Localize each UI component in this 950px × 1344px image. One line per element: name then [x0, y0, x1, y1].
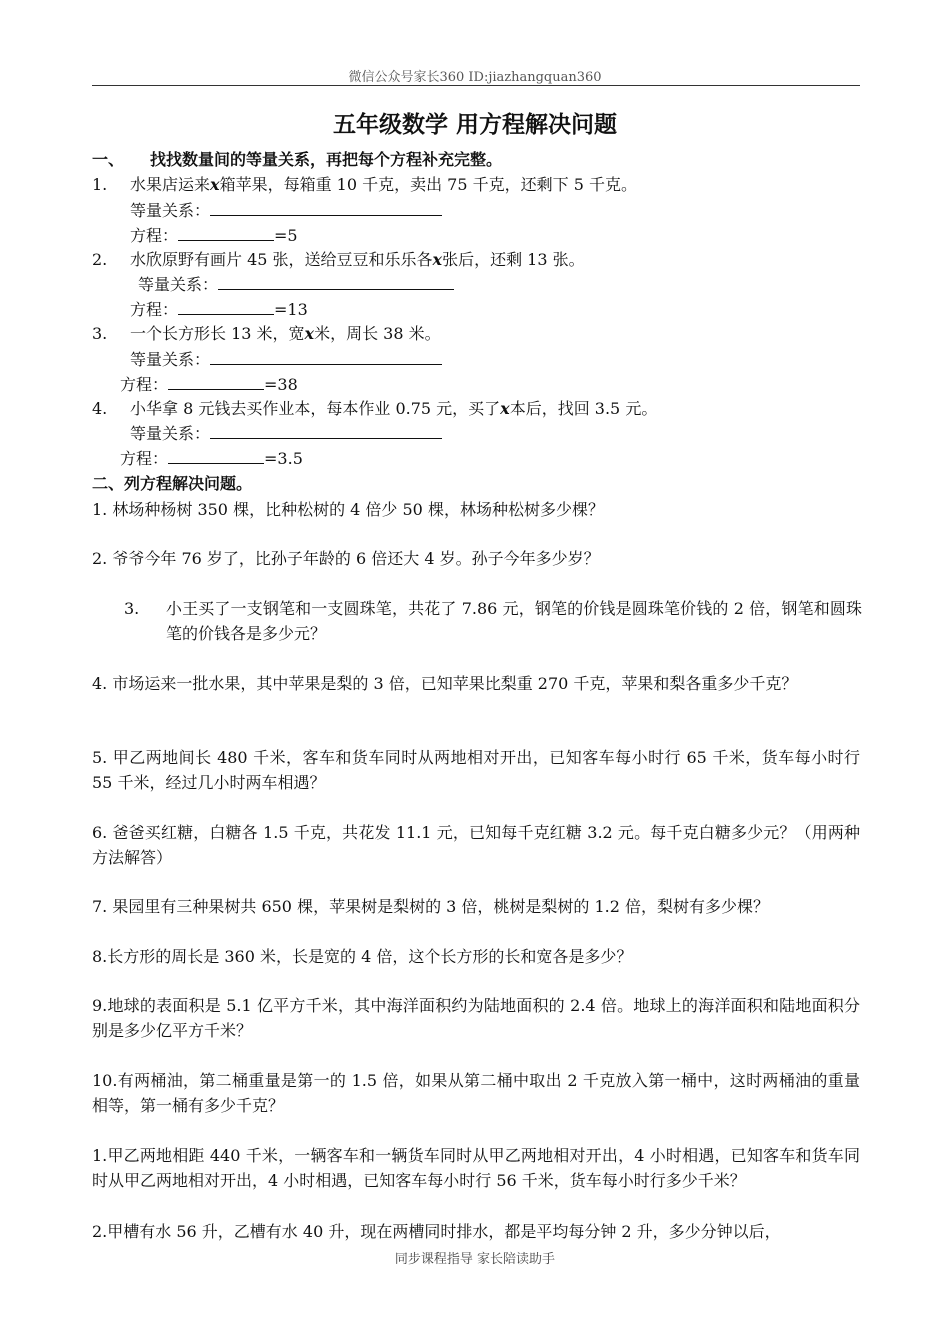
equality-label: 等量关系：	[130, 424, 211, 443]
item-number: 4.	[92, 399, 108, 418]
equality-blank[interactable]	[210, 422, 442, 439]
equality-line-2	[138, 273, 454, 297]
variable-x: x	[432, 250, 443, 269]
section1-heading-text: 找找数量间的等量关系，再把每个方程补充完整。	[150, 150, 503, 169]
section1-item-4	[92, 397, 657, 421]
equation-blank[interactable]	[168, 447, 264, 464]
extra-problem-2: 2.甲槽有水 56 升，乙槽有水 40 升，现在两槽同时排水，都是平均每分钟 2 升，多少分钟以后，	[92, 1222, 781, 1241]
item-text: 张后，还剩 13 张。	[442, 250, 585, 269]
problem-3	[124, 596, 862, 646]
problem-2: 2. 爷爷今年 76 岁了，比孙子年龄的 6 倍还大 4 岁。孙子今年多少岁？	[92, 549, 600, 568]
variable-x: x	[210, 175, 220, 194]
equation-label: 方程：	[120, 449, 169, 468]
problem-5: 5. 甲乙两地间长 480 千米，客车和货车同时从两地相对开出，已知客车每小时行 65 千米，货车每小时行 55 千米，经过几小时两车相遇？	[92, 748, 860, 792]
equation-rhs: =3.5	[264, 449, 303, 468]
section1-heading-num: 一、	[92, 150, 125, 169]
section1-item-1	[92, 173, 637, 197]
equation-line-2	[130, 298, 308, 322]
problem-6: 6. 爸爸买红糖，白糖各 1.5 千克，共花发 11.1 元，已知每千克红糖 3.2 元。每千克白糖多少元？（用两种方法解答）	[92, 823, 860, 867]
problem-3-text: 小王买了一支钢笔和一支圆珠笔，共花了 7.86 元，钢笔的价钱是圆珠笔价钱的 2 倍，钢笔和圆珠笔的价钱各是多少元？	[166, 599, 862, 643]
equation-rhs: =38	[264, 375, 298, 394]
equation-line-4	[120, 447, 303, 471]
section1-item-3	[92, 322, 441, 346]
problem-8: 8.长方形的周长是 360 米，长是宽的 4 倍，这个长方形的长和宽各是多少？	[92, 947, 633, 966]
problem-3-num: 3.	[124, 599, 140, 618]
item-text: 水果店运来	[130, 175, 211, 194]
equation-label: 方程：	[120, 375, 169, 394]
item-text: 本后，找回 3.5 元。	[509, 399, 658, 418]
section2-heading: 二、列方程解决问题。	[92, 474, 253, 493]
item-text: 小华拿 8 元钱去买作业本，每本作业 0.75 元，买了	[130, 399, 501, 418]
equation-label: 方程：	[130, 226, 179, 245]
extra-problem-1: 1.甲乙两地相距 440 千米，一辆客车和一辆货车同时从甲乙两地相对开出，4 小时相遇，已知客车和货车同时从甲乙两地相对开出，4 小时相遇，已知客车每小时行 56 千米，货车每小时行多少千米？	[92, 1146, 860, 1190]
page-footer: 同步课程指导 家长陪读助手	[394, 1252, 556, 1267]
equation-rhs: =13	[274, 300, 308, 319]
problem-10: 10.有两桶油，第二桶重量是第一的 1.5 倍，如果从第二桶中取出 2 千克放入第一桶中，这时两桶油的重量相等，第一桶有多少千克？	[92, 1071, 860, 1115]
equality-label: 等量关系：	[130, 201, 211, 220]
equation-rhs: =5	[274, 226, 298, 245]
item-text: 箱苹果，每箱重 10 千克，卖出 75 千克，还剩下 5 千克。	[219, 175, 637, 194]
equation-label: 方程：	[130, 300, 179, 319]
item-number: 1.	[92, 175, 108, 194]
equality-line-4	[130, 422, 442, 446]
item-number: 2.	[92, 250, 108, 269]
equality-blank[interactable]	[210, 199, 442, 216]
equality-blank[interactable]	[210, 348, 442, 365]
equality-label: 等量关系：	[138, 275, 219, 294]
item-text: 水欣原野有画片 45 张，送给豆豆和乐乐各	[130, 250, 433, 269]
item-text: 一个长方形长 13 米，宽	[130, 324, 305, 343]
equation-blank[interactable]	[168, 373, 264, 390]
header-rule	[92, 85, 860, 86]
variable-x: x	[500, 399, 510, 418]
item-text: 米，周长 38 米。	[314, 324, 441, 343]
problem-4: 4. 市场运来一批水果，其中苹果是梨的 3 倍，已知苹果比梨重 270 千克，苹果和梨各重多少千克？	[92, 674, 798, 693]
variable-x: x	[304, 324, 315, 343]
item-number: 3.	[92, 324, 108, 343]
problem-9: 9.地球的表面积是 5.1 亿平方千米，其中海洋面积约为陆地面积的 2.4 倍。地球上的海洋面积和陆地面积分别是多少亿平方千米？	[92, 996, 860, 1040]
equation-line-1	[130, 224, 298, 248]
problem-1: 1. 林场种杨树 350 棵，比种松树的 4 倍少 50 棵，林场种松树多少棵？	[92, 500, 604, 519]
page-title: 五年级数学 用方程解决问题	[332, 112, 617, 138]
equation-blank[interactable]	[178, 298, 274, 315]
equality-line-3	[130, 348, 442, 372]
section1-item-2	[92, 248, 585, 272]
equality-blank[interactable]	[218, 273, 454, 290]
equation-line-3	[120, 373, 298, 397]
problem-7: 7. 果园里有三种果树共 650 棵，苹果树是梨树的 3 倍，桃树是梨树的 1.2 倍，梨树有多少棵？	[92, 897, 770, 916]
section1-heading	[92, 148, 502, 172]
equality-line-1	[130, 199, 442, 223]
equality-label: 等量关系：	[130, 350, 211, 369]
equation-blank[interactable]	[178, 224, 274, 241]
page-header: 微信公众号家长360 ID:jiazhangquan360	[348, 70, 602, 85]
